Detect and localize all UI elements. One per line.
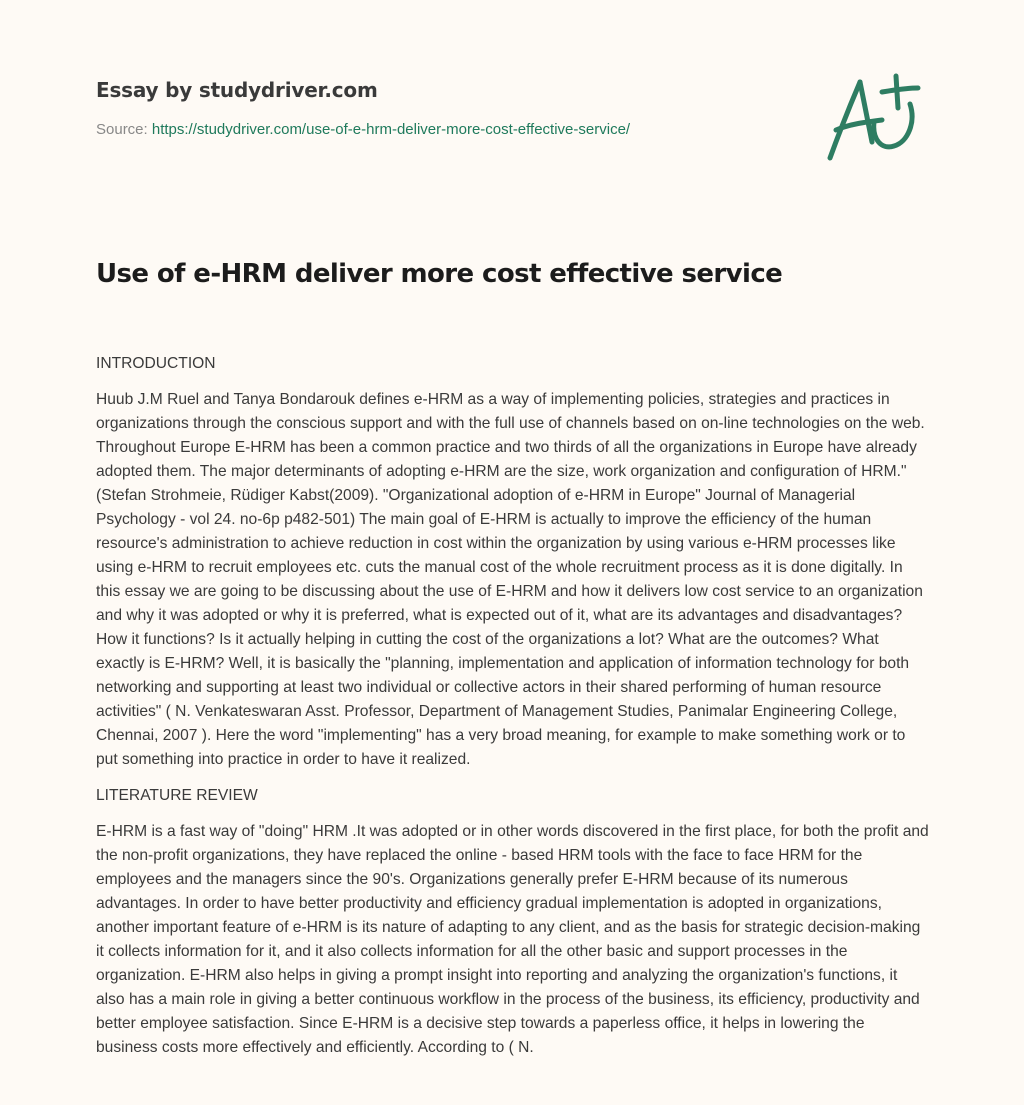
a-plus-grade-icon bbox=[822, 66, 926, 166]
essay-title: Use of e-HRM deliver more cost effective service bbox=[96, 259, 783, 289]
essay-body bbox=[96, 352, 930, 1072]
source-link[interactable]: https://studydriver.com/use-of-e-hrm-deliver-more-cost-effective-service/ bbox=[151, 121, 631, 138]
source-label: Source: bbox=[96, 121, 152, 138]
section-heading-introduction: INTRODUCTION bbox=[96, 355, 216, 372]
page-header bbox=[96, 76, 796, 140]
site-brand: Essay by studydriver.com bbox=[96, 78, 378, 102]
literature-review-paragraph: E-HRM is a fast way of "doing" HRM .It was adopted or in other words discovered in the first place, for both the profit and the non-profit organizations, they have replaced the online - based HRM tools with the face to face HRM for the employees and the managers since the 90's. Organizations generally prefer E-HRM because of its numerous advantages. In order to have better productivity and efficiency gradual implementation is adopted in organizations, another important feature of e-HRM is its nature of adapting to any client, and as the basis for strategic decision-making it collects information for it, and it also collects information for all the other basic and support processes in the organization. E-HRM also helps in giving a prompt insight into reporting and analyzing the organization's functions, it also has a main role in giving a better continuous workflow in the process of the business, its efficiency, productivity and better employee satisfaction. Since E-HRM is a decisive step towards a paperless office, it helps in lowering the business costs more effectively and efficiently. According to ( N. bbox=[96, 823, 929, 1056]
introduction-paragraph: Huub J.M Ruel and Tanya Bondarouk defines e-HRM as a way of implementing policies, strategies and practices in organizations through the conscious support and with the full use of channels based on on-line technologies on the web. Throughout Europe E-HRM has been a common practice and two thirds of all the organizations in Europe have already adopted them. The major determinants of adopting e-HRM are the size, work organization and configuration of HRM." (Stefan Strohmeie, Rüdiger Kabst(2009). "Organizational adoption of e-HRM in Europe" Journal of Managerial Psychology - vol 24. no-6p p482-501) The main goal of E-HRM is actually to improve the efficiency of the human resource's administration to achieve reduction in cost within the organization by using various e-HRM processes like using e-HRM to recruit employees etc. cuts the manual cost of the whole recruitment process as it is done digitally. In this essay we are going to be discussing about the use of E-HRM and how it delivers low cost service to an organization and why it was adopted or why it is preferred, what is expected out of it, what are its advantages and disadvantages? How it functions? Is it actually helping in cutting the cost of the organizations a lot? What are the outcomes? What exactly is E-HRM? Well, it is basically the "planning, implementation and application of information technology for both networking and supporting at least two individual or collective actors in their shared performing of human resource activities" ( N. Venkateswaran Asst. Professor, Department of Management Studies, Panimalar Engineering College, Chennai, 2007 ). Here the word "implementing" has a very broad meaning, for example to make something work or to put something into practice in order to have it realized. bbox=[96, 391, 925, 768]
section-heading-literature-review: LITERATURE REVIEW bbox=[96, 787, 258, 804]
source-line bbox=[96, 120, 796, 140]
